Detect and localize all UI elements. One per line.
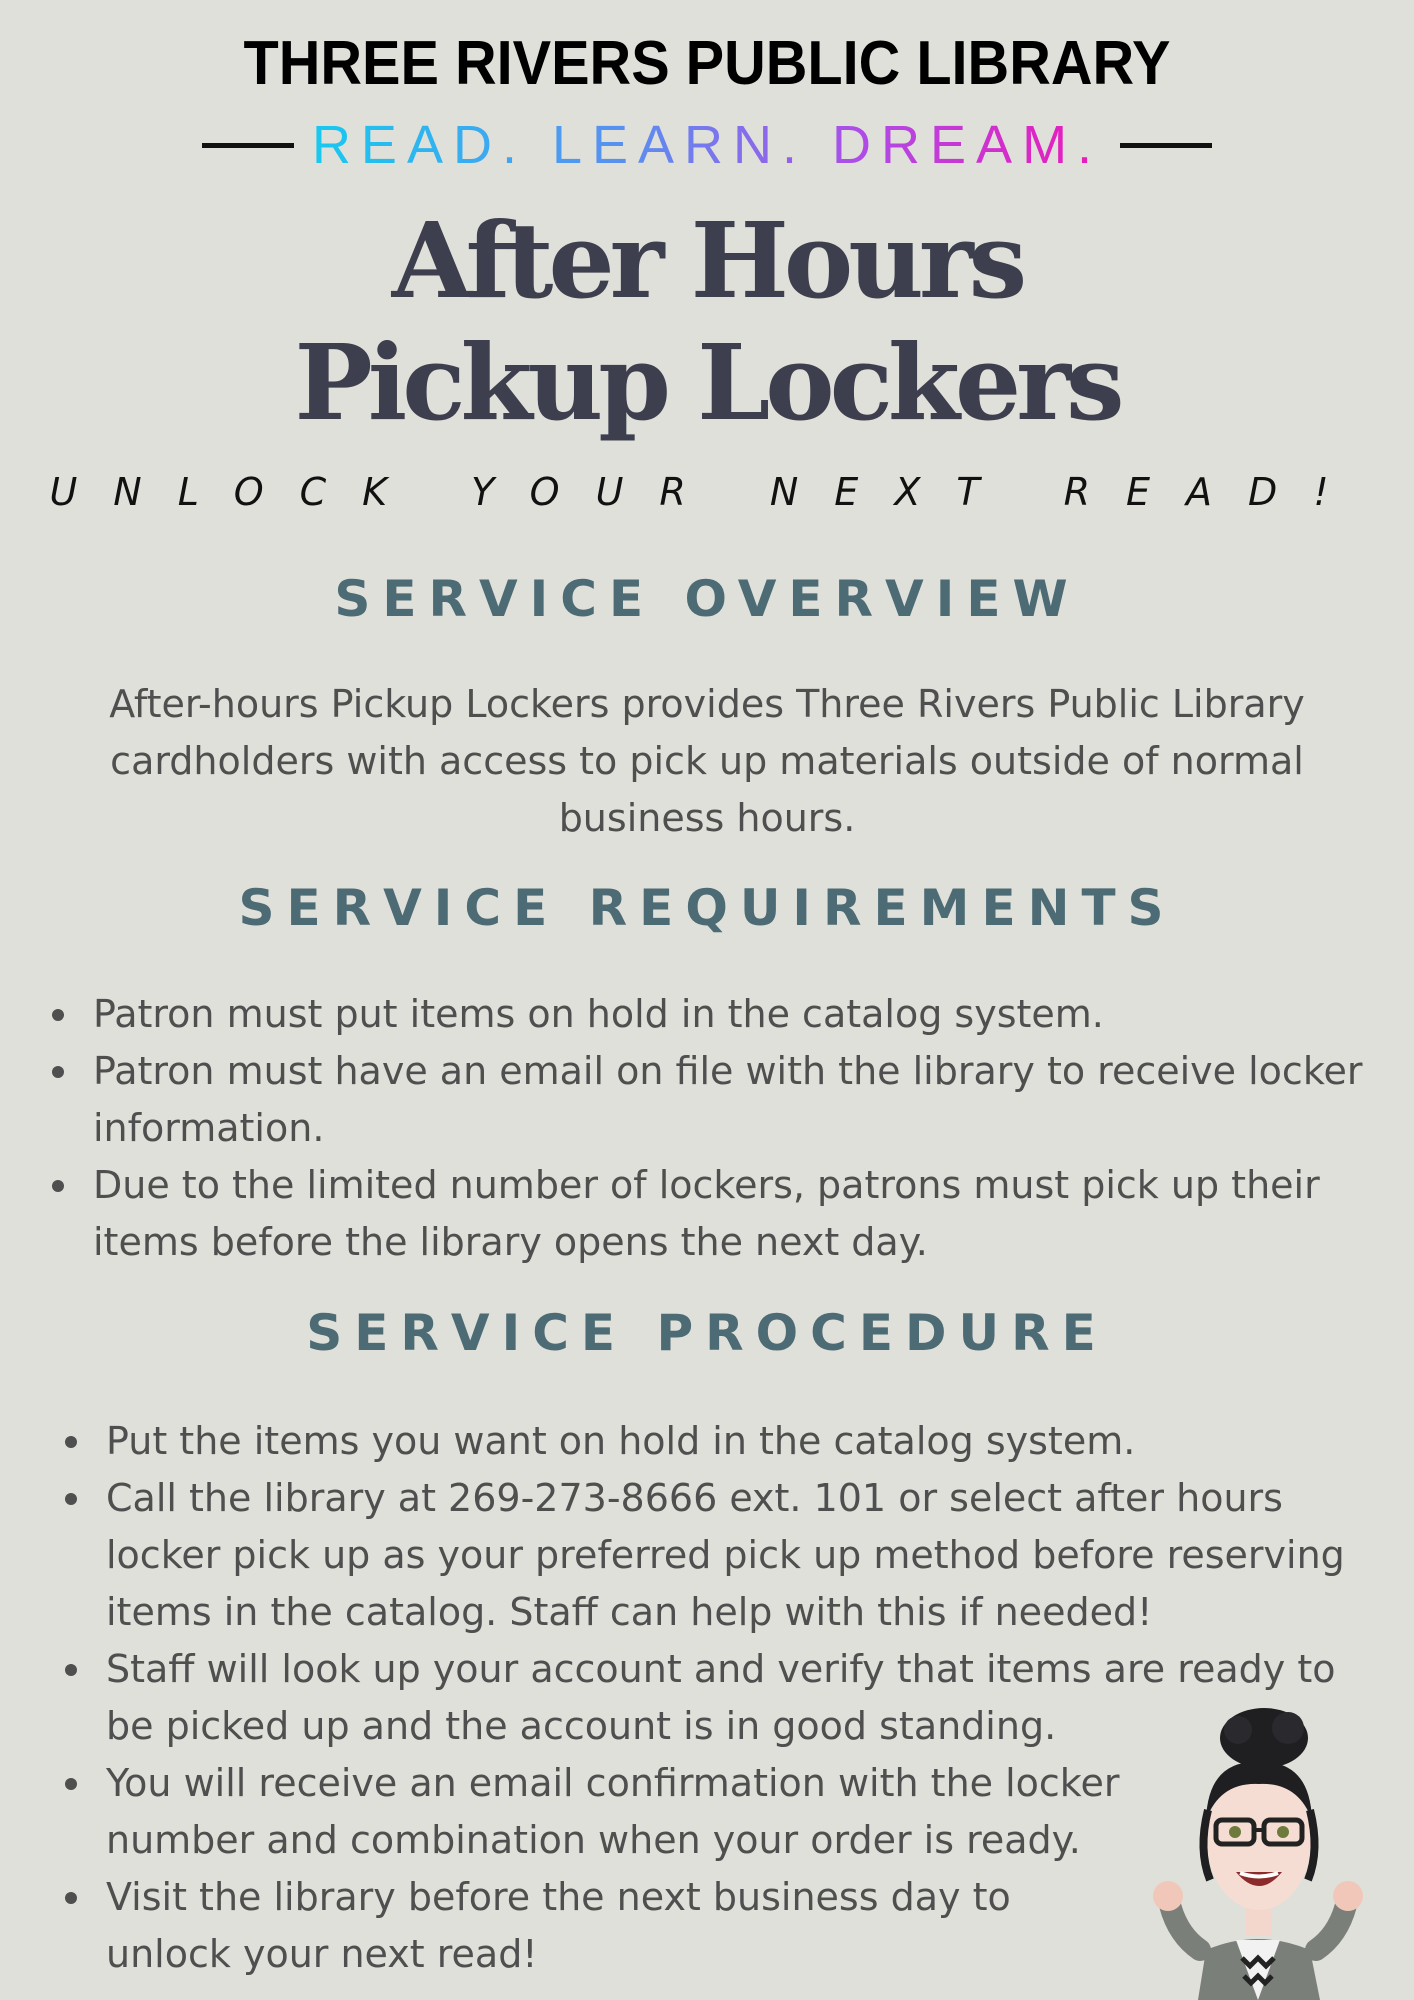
procedure-heading: SERVICE PROCEDURE (306, 1304, 1108, 1362)
tagline-row (0, 112, 1414, 178)
requirements-heading: SERVICE REQUIREMENTS (238, 879, 1176, 937)
tagline-right-rule (1120, 143, 1212, 148)
page-title-line-2: Pickup Lockers (294, 321, 1120, 444)
requirements-list (93, 986, 1383, 1271)
tagline-left-rule (202, 143, 294, 148)
library-name: THREE RIVERS PUBLIC LIBRARY (243, 29, 1171, 98)
list-item: Due to the limited number of lockers, patrons must pick up their items before the library opens the next day. (93, 1157, 1383, 1271)
list-item: Staff will look up your account and verify that items are ready to be picked up and the account is in good standing. (106, 1641, 1376, 1755)
subtitle: UNLOCK YOUR NEXT READ! (49, 470, 1365, 514)
list-item: You will receive an email confirmation with the locker number and combination when your order is ready. (106, 1755, 1136, 1869)
list-item: Put the items you want on hold in the catalog system. (106, 1413, 1376, 1470)
overview-heading: SERVICE OVERVIEW (334, 570, 1080, 628)
overview-text: After-hours Pickup Lockers provides Three Rivers Public Library cardholders with access to pick up materials outside of normal business hours. (109, 682, 1305, 840)
list-item: Patron must put items on hold in the catalog system. (93, 986, 1383, 1043)
page-title-line-1: After Hours (391, 199, 1023, 322)
tagline: READ. LEARN. DREAM. (312, 112, 1102, 178)
list-item: Patron must have an email on file with the library to receive locker information. (93, 1043, 1383, 1157)
cartoon-librarian-avatar-icon (1148, 1700, 1368, 2000)
list-item: Visit the library before the next business day to unlock your next read! (106, 1869, 1146, 1983)
page-title (0, 200, 1414, 444)
list-item: Call the library at 269-273-8666 ext. 101 or select after hours locker pick up as your preferred pick up method before reserving items in the catalog. Staff can help with this if needed! (106, 1470, 1376, 1641)
